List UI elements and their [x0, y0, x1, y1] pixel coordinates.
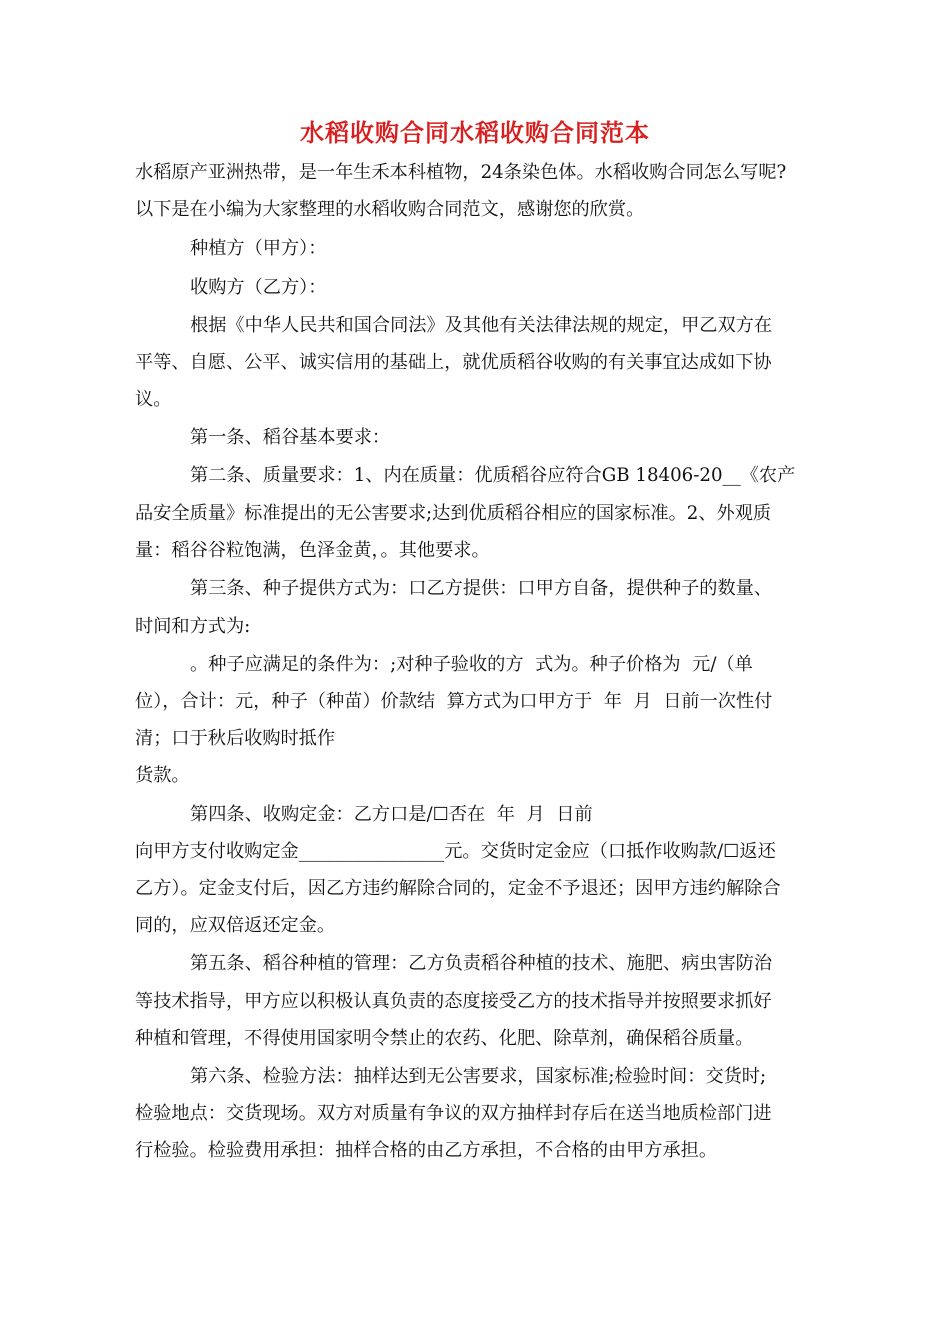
text-line: 水稻原产亚洲热带，是一年生禾本科植物，24条染色体。水稻收购合同怎么写呢? [135, 162, 787, 183]
text-line: 等技术指导，甲方应以积极认真负责的态度接受乙方的技术指导并按照要求抓好 [135, 991, 772, 1012]
text-line: 。种子应满足的条件为：;对种子验收的方 式为。种子价格为 元/（单 [190, 654, 753, 675]
text-line: 检验地点：交货现场。双方对质量有争议的双方抽样封存后在送当地质检部门进 [135, 1103, 772, 1124]
text-line: 以下是在小编为大家整理的水稻收购合同范文，感谢您的欣赏。 [135, 199, 645, 220]
text-line: 第六条、检验方法：抽样达到无公害要求，国家标准;检验时间：交货时; [190, 1066, 767, 1087]
text-line: 种植方（甲方）： [190, 238, 327, 259]
text-line: 位），合计：元，种子（种苗）价款结 算方式为口甲方于 年 月 日前一次性付 [135, 691, 773, 712]
text-line: 同的，应双倍返还定金。 [135, 915, 336, 936]
text-line: 平等、自愿、公平、诚实信用的基础上，就优质稻谷收购的有关事宜达成如下协 [135, 352, 772, 373]
text-line: 根据《中华人民共和国合同法》及其他有关法律法规的规定，甲乙双方在 [190, 315, 773, 336]
text-line: 第一条、稻谷基本要求： [190, 427, 391, 448]
text-line: 第四条、收购定金：乙方口是/☐否在 年 月 日前 [190, 804, 593, 825]
text-line: 清；口于秋后收购时抵作 [135, 728, 336, 749]
text-line: 第二条、质量要求：1、内在质量：优质稻谷应符合GB 18406-20__《农产 [190, 465, 796, 486]
text-line: 第三条、种子提供方式为：口乙方提供：口甲方自备，提供种子的数量、 [190, 578, 773, 599]
text-line: 收购方（乙方）： [190, 277, 327, 298]
text-line: 品安全质量》标准提出的无公害要求;达到优质稻谷相应的国家标准。2、外观质 [135, 503, 772, 524]
text-line: 时间和方式为: [135, 616, 251, 637]
text-line: 货款。 [135, 765, 190, 786]
document-title: 水稻收购合同水稻收购合同范本 [300, 118, 650, 147]
text-line: 种植和管理，不得使用国家明令禁止的农药、化肥、除草剂，确保稻谷质量。 [135, 1028, 754, 1049]
text-line: 第五条、稻谷种植的管理：乙方负责稻谷种植的技术、施肥、病虫害防治 [190, 953, 773, 974]
text-line: 向甲方支付收购定金________________元。交货时定金应（口抵作收购款/☐返还 [135, 841, 776, 862]
text-line: 行检验。检验费用承担：抽样合格的由乙方承担，不合格的由甲方承担。 [135, 1140, 718, 1161]
text-line: 议。 [135, 389, 172, 410]
text-line: 量：稻谷谷粒饱满，色泽金黄，。其他要求。 [135, 540, 490, 561]
text-line: 乙方）。定金支付后，因乙方违约解除合同的，定金不予退还；因甲方违约解除合 [135, 878, 781, 899]
